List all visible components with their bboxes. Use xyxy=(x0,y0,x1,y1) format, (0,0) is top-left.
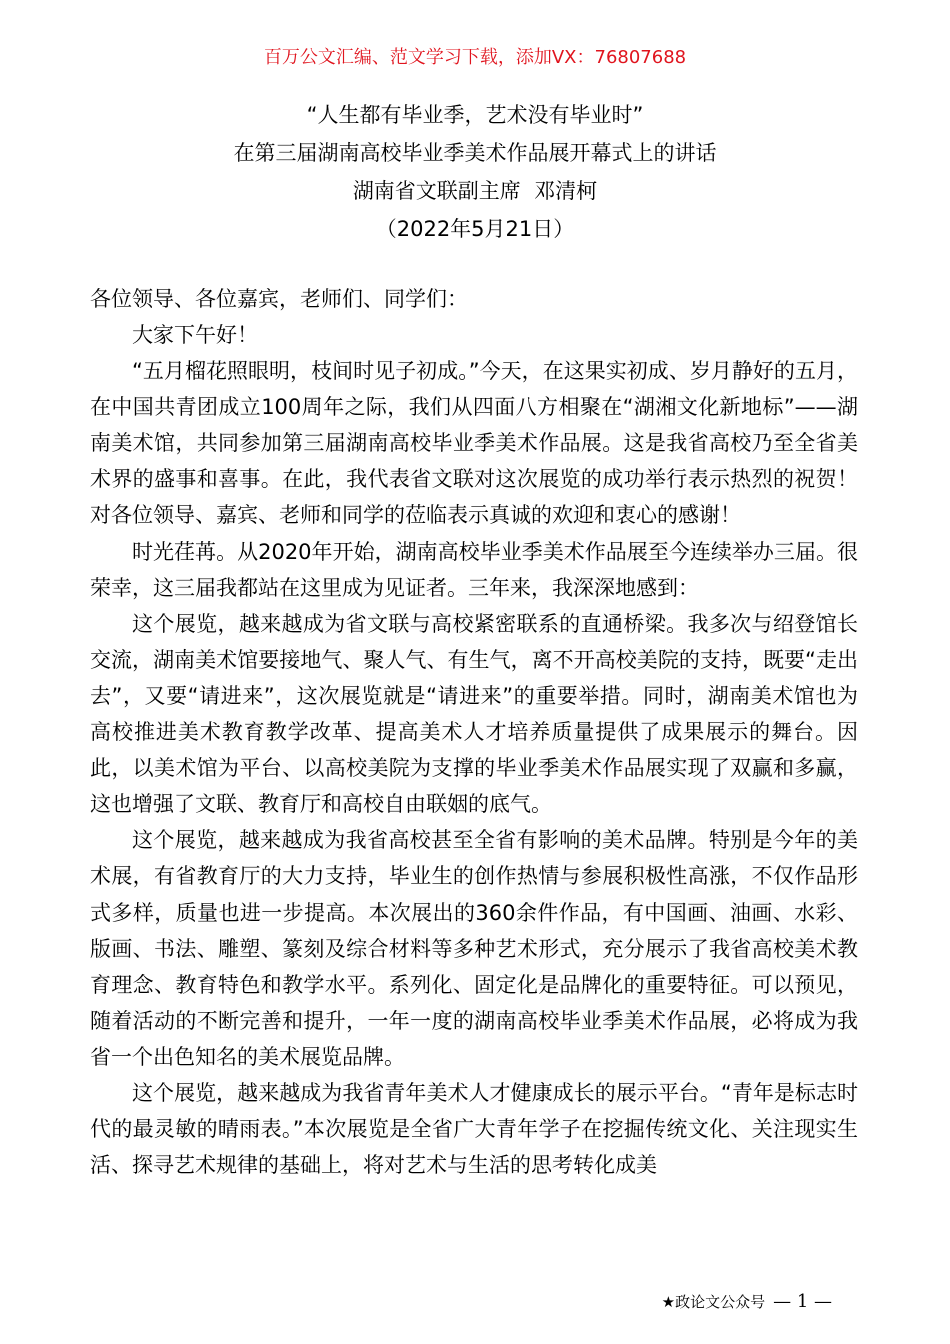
speech-subtitle: 在第三届湖南高校毕业季美术作品展开幕式上的讲话 xyxy=(233,141,717,165)
title-block xyxy=(0,96,950,248)
speech-title: “人生都有毕业季，艺术没有毕业时” xyxy=(306,103,644,127)
watermark-banner: 百万公文汇编、范文学习下载，添加VX：76807688 xyxy=(263,47,687,68)
speech-date: （2022年5月21日） xyxy=(375,217,575,241)
page-number: — 1 — xyxy=(773,1291,832,1312)
paragraph: 这个展览，越来越成为省文联与高校紧密联系的直通桥梁。我多次与绍登馆长交流，湖南美术馆要接地气、聚人气、有生气，离不开高校美院的支持，既要“走出去”，又要“请进来”，这次展览就是“请进来”的重要举措。同时，湖南美术馆也为高校推进美术教育教学改革、提高美术人才培养质量提供了成果展示的舞台。因此，以美术馆为平台、以高校美院为支撑的毕业季美术作品展实现了双赢和多赢，这也增强了文联、教育厅和高校自由联姻的底气。 xyxy=(90,611,858,817)
salutation: 各位领导、各位嘉宾，老师们、同学们： xyxy=(90,287,468,311)
page-footer xyxy=(662,1290,832,1314)
paragraph: 时光荏苒。从2020年开始，湖南高校毕业季美术作品展至今连续举办三届。很荣幸，这三届我都站在这里成为见证者。三年来，我深深地感到： xyxy=(90,539,858,600)
body-text xyxy=(90,317,858,1183)
speaker-line: 湖南省文联副主席 邓清柯 xyxy=(352,179,598,203)
paragraph: 这个展览，越来越成为我省青年美术人才健康成长的展示平台。“青年是标志时代的最灵敏的晴雨表。”本次展览是全省广大青年学子在挖掘传统文化、关注现实生活、探寻艺术规律的基础上，将对艺术与生活的思考转化成美 xyxy=(90,1080,858,1178)
paragraph: 大家下午好！ xyxy=(132,323,258,347)
footer-source: ★政论文公众号 xyxy=(661,1293,766,1311)
paragraph: 这个展览，越来越成为我省高校甚至全省有影响的美术品牌。特别是今年的美术展，有省教育厅的大力支持，毕业生的创作热情与参展积极性高涨，不仅作品形式多样，质量也进一步提高。本次展出的360余件作品，有中国画、油画、水彩、版画、书法、雕塑、篆刻及综合材料等多种艺术形式，充分展示了我省高校美术教育理念、教育特色和教学水平。系列化、固定化是品牌化的重要特征。可以预见，随着活动的不断完善和提升，一年一度的湖南高校毕业季美术作品展，必将成为我省一个出色知名的美术展览品牌。 xyxy=(90,828,858,1069)
paragraph: “五月榴花照眼明，枝间时见子初成。”今天，在这果实初成、岁月静好的五月，在中国共青团成立100周年之际，我们从四面八方相聚在“湖湘文化新地标”——湖南美术馆，共同参加第三届湖南高校毕业季美术作品展。这是我省高校乃至全省美术界的盛事和喜事。在此，我代表省文联对这次展览的成功举行表示热烈的祝贺！对各位领导、嘉宾、老师和同学的莅临表示真诚的欢迎和衷心的感谢！ xyxy=(90,359,858,528)
